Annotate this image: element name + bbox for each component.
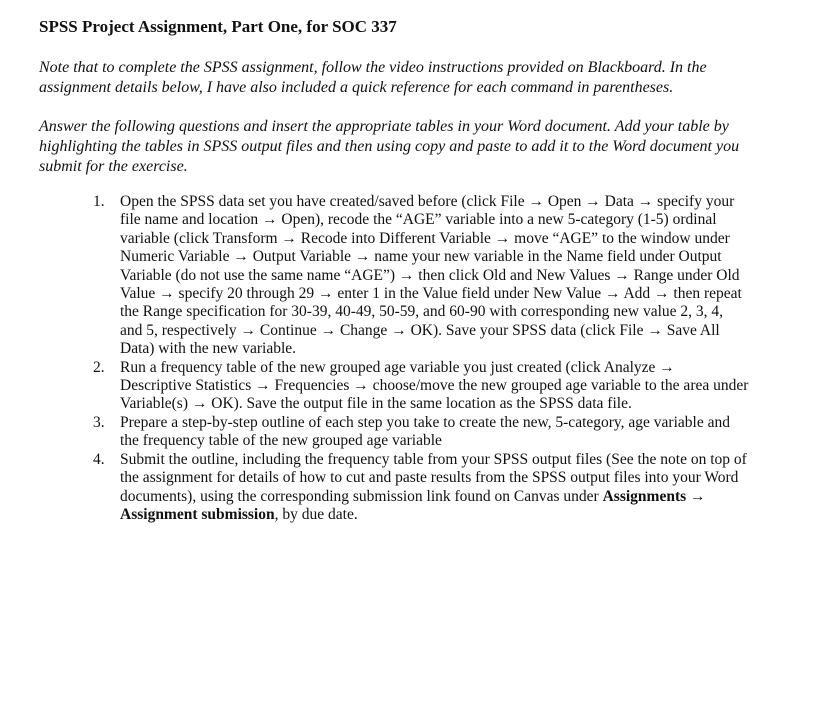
list-item-number: 4. [93, 450, 105, 468]
list-item [93, 414, 749, 451]
instructions-paragraph: Answer the following questions and insert the appropriate tables in your Word document. Add your table by highlighting the tables in SPSS output files and then using copy and paste to add it to the Word document you submit for the exercise. [39, 118, 740, 175]
document-title: SPSS Project Assignment, Part One, for SOC 337 [39, 17, 397, 36]
document-page [39, 16, 749, 524]
steps-list [39, 193, 749, 524]
list-item-text-before: Submit the outline, including the frequency table from your SPSS output files (See the note on top of the assignment for details of how to cut and paste results from the SPSS output files into your Word documents), using the corresponding submission link found on Canvas under [120, 450, 747, 505]
assignment-path: Assignments → Assignment submission [120, 487, 706, 523]
list-item-text-after: , by due date. [274, 505, 358, 523]
list-item [93, 193, 749, 359]
list-item-number: 1. [93, 193, 105, 210]
list-item [93, 451, 749, 525]
list-item-text: Run a frequency table of the new grouped age variable you just created (click Analyze → Descriptive Statistics → Frequencies → choose/move the new grouped age variable to the area under Variable(s) → OK). Save the output file in the same location as the SPSS data file. [120, 358, 749, 413]
list-item-text: Open the SPSS data set you have created/saved before (click File → Open → Data → specify your file name and location → Open), recode the “AGE” variable into a new 5-category (1-5) ordinal variable (click Transform → Recode into Different Variable → move “AGE” to the window under Numeric Variable → Output Variable → name your new variable in the Name field under Output Variable (do not use the same name “AGE”) → then click Old and New Values → Range under Old Value → specify 20 through 29 → enter 1 in the Value field under New Value → Add → then repeat the Range specification for 30-39, 40-49, 50-59, and 60-90 with corresponding new value 2, 3, 4, and 5, respectively → Continue → Change → OK). Save your SPSS data (click File → Save All Data) with the new variable. [120, 193, 742, 358]
list-item-number: 3. [93, 413, 105, 431]
list-item-text: Prepare a step-by-step outline of each step you take to create the new, 5-category, age variable and the frequency table of the new grouped age variable [120, 413, 730, 450]
list-item [93, 359, 749, 414]
note-paragraph: Note that to complete the SPSS assignment, follow the video instructions provided on Blackboard. In the assignment details below, I have also included a quick reference for each command in parentheses. [39, 59, 707, 96]
list-item-text [120, 451, 747, 523]
list-item-number: 2. [93, 358, 105, 376]
